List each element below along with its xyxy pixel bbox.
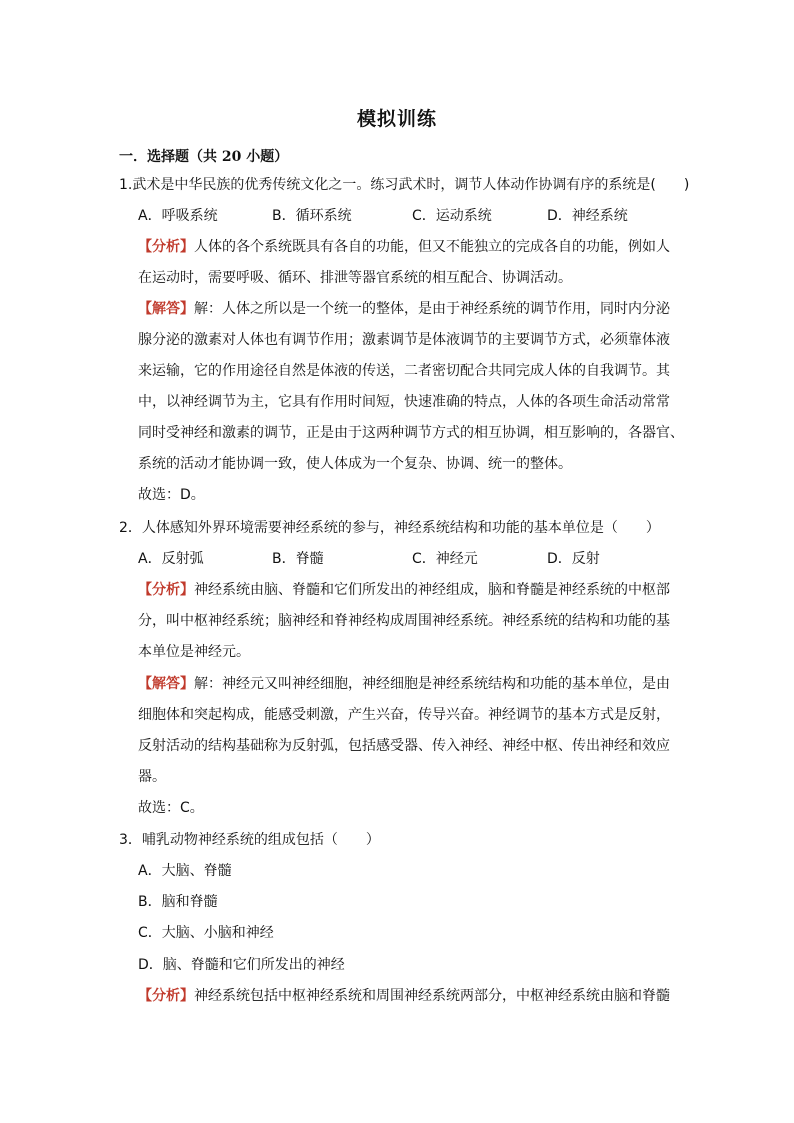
q1-answer-line: 来运输，它的作用途径自然是体液的传送，二者密切配合共同完成人体的自我调节。其 <box>138 363 670 379</box>
q2-answer-line: 细胞体和突起构成，能感受刺激，产生兴奋，传导兴奋。神经调节的基本方式是反射， <box>138 707 670 723</box>
analysis-tag: 【分析】 <box>138 239 194 255</box>
q1-option-b: B．循环系统 <box>272 208 352 224</box>
answer-tag: 【解答】 <box>138 676 194 692</box>
q2-answer-line: 【解答】解：神经元又叫神经细胞，神经细胞是神经系统结构和功能的基本单位，是由 <box>138 676 670 692</box>
question-1-stem: 1.武术是中华民族的优秀传统文化之一。练习武术时，调节人体动作协调有序的系统是( ) <box>119 177 690 193</box>
q2-option-a: A．反射弧 <box>138 551 204 567</box>
q2-answer-line: 器。 <box>138 769 166 785</box>
q1-choice: 故选：D。 <box>138 487 205 503</box>
q2-answer-line: 反射活动的结构基础称为反射弧，包括感受器、传入神经、神经中枢、传出神经和效应 <box>138 738 670 754</box>
q1-option-c: C．运动系统 <box>412 208 492 224</box>
analysis-tag: 【分析】 <box>138 988 194 1004</box>
q2-option-c: C．神经元 <box>412 551 478 567</box>
q2-analysis-line: 【分析】神经系统由脑、脊髓和它们所发出的神经组成，脑和脊髓是神经系统的中枢部 <box>138 582 670 598</box>
q1-analysis-line: 【分析】人体的各个系统既具有各自的功能，但又不能独立的完成各自的功能，例如人 <box>138 239 670 255</box>
q1-option-a: A．呼吸系统 <box>138 208 218 224</box>
question-2-stem: 2．人体感知外界环境需要神经系统的参与，神经系统结构和功能的基本单位是（ ） <box>119 520 660 536</box>
q2-option-b: B．脊髓 <box>272 551 324 567</box>
question-3-stem: 3．哺乳动物神经系统的组成包括（ ） <box>119 832 380 848</box>
q1-answer-line: 中，以神经调节为主，它具有作用时间短，快速准确的特点，人体的各项生命活动常常 <box>138 394 670 410</box>
q1-answer-line: 系统的活动才能协调一致，使人体成为一个复杂、协调、统一的整体。 <box>138 456 572 472</box>
q1-analysis-line: 在运动时，需要呼吸、循环、排泄等器官系统的相互配合、协调活动。 <box>138 270 572 286</box>
q1-option-d: D．神经系统 <box>547 208 628 224</box>
section-heading: 一．选择题（共 20 小题） <box>119 149 289 165</box>
q1-answer-line: 腺分泌的激素对人体也有调节作用；激素调节是体液调节的主要调节方式，必须靠体液 <box>138 332 670 348</box>
q3-option-a: A．大脑、脊髓 <box>138 863 232 879</box>
page-title: 模拟训练 <box>356 108 437 130</box>
q2-analysis-line: 分，叫中枢神经系统；脑神经和脊神经构成周围神经系统。神经系统的结构和功能的基 <box>138 613 670 629</box>
q2-option-d: D．反射 <box>547 551 600 567</box>
analysis-tag: 【分析】 <box>138 582 194 598</box>
q3-option-c: C．大脑、小脑和神经 <box>138 925 274 941</box>
q1-answer-line: 【解答】解：人体之所以是一个统一的整体，是由于神经系统的调节作用，同时内分泌 <box>138 301 670 317</box>
q3-analysis-line: 【分析】神经系统包括中枢神经系统和周围神经系统两部分，中枢神经系统由脑和脊髓 <box>138 988 670 1004</box>
q2-analysis-line: 本单位是神经元。 <box>138 644 250 660</box>
q3-option-b: B．脑和脊髓 <box>138 894 218 910</box>
q3-option-d: D．脑、脊髓和它们所发出的神经 <box>138 957 345 973</box>
q2-choice: 故选：C。 <box>138 800 204 816</box>
q1-answer-line: 同时受神经和激素的调节，正是由于这两种调节方式的相互协调，相互影响的，各器官、 <box>138 425 684 441</box>
answer-tag: 【解答】 <box>138 301 194 317</box>
